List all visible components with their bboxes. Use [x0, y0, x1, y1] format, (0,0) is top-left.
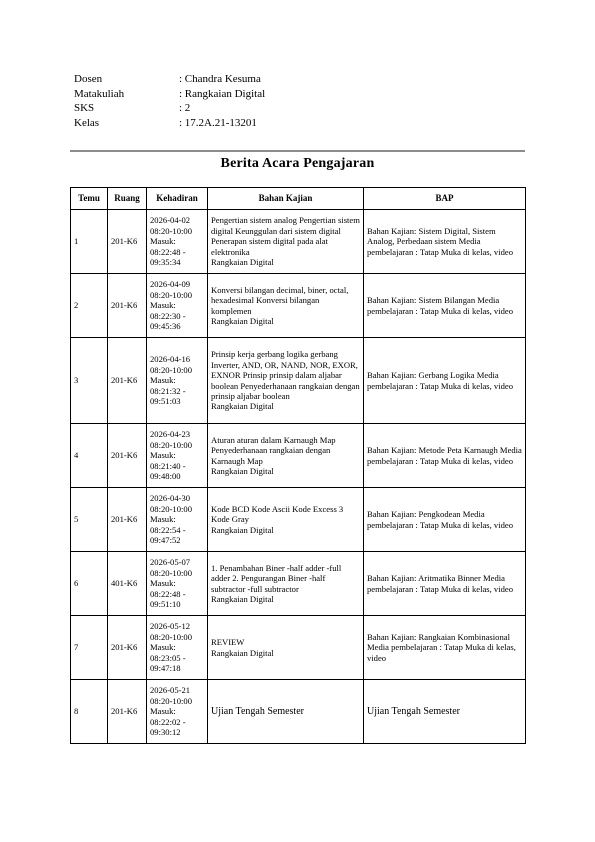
session-time: 08:20-10:00	[150, 289, 193, 300]
masuk-label: Masuk:	[150, 642, 176, 653]
column-header-ruang: Ruang	[108, 188, 147, 210]
ruang-cell: 201-K6	[108, 488, 147, 552]
table-row	[71, 274, 526, 338]
bap-cell: Bahan Kajian: Metode Peta Karnaugh Media pembelajaran : Tatap Muka di kelas, video	[364, 424, 526, 488]
masuk-label: Masuk:	[150, 300, 176, 311]
table-row	[71, 338, 526, 424]
bahan-kajian-course: Rangkaian Digital	[211, 593, 274, 604]
session-date: 2026-04-16	[150, 354, 191, 365]
kehadiran-cell	[147, 210, 208, 274]
ruang-cell: 201-K6	[108, 338, 147, 424]
info-row-matakuliah	[74, 87, 265, 102]
session-date: 2026-05-07	[150, 557, 191, 568]
temu-cell: 1	[71, 210, 108, 274]
ruang-cell: 201-K6	[108, 274, 147, 338]
ruang-cell: 201-K6	[108, 210, 147, 274]
info-row-dosen	[74, 72, 265, 87]
bahan-kajian-text: 1. Penambahan Biner -half adder -full adder 2. Pengurangan Biner -half subtractor -full subtractor	[211, 562, 342, 594]
session-time: 08:20-10:00	[150, 695, 193, 706]
table-row	[71, 616, 526, 680]
bahan-kajian-cell	[208, 680, 364, 744]
masuk-label: Masuk:	[150, 514, 176, 525]
bahan-kajian-cell	[208, 338, 364, 424]
session-date: 2026-04-23	[150, 429, 191, 440]
temu-cell: 5	[71, 488, 108, 552]
ruang-cell: 201-K6	[108, 424, 147, 488]
check-in-time: 08:21:32 - 09:51:03	[150, 385, 186, 407]
bahan-kajian-cell	[208, 274, 364, 338]
masuk-label: Masuk:	[150, 236, 176, 247]
session-time: 08:20-10:00	[150, 503, 193, 514]
temu-cell: 8	[71, 680, 108, 744]
sks-label: SKS	[74, 102, 95, 114]
masuk-label: Masuk:	[150, 706, 176, 717]
bap-cell: Bahan Kajian: Aritmatika Binner Media pembelajaran : Tatap Muka di kelas, video	[364, 552, 526, 616]
bap-cell: Bahan Kajian: Pengkodean Media pembelajaran : Tatap Muka di kelas, video	[364, 488, 526, 552]
matakuliah-label: Matakuliah	[74, 87, 125, 100]
bahan-kajian-cell	[208, 616, 364, 680]
bahan-kajian-cell	[208, 424, 364, 488]
temu-cell: 6	[71, 552, 108, 616]
session-time: 08:20-10:00	[150, 439, 193, 450]
table-row	[71, 488, 526, 552]
kehadiran-cell	[147, 488, 208, 552]
session-date: 2026-05-12	[150, 621, 191, 632]
kelas-label: Kelas	[74, 116, 100, 129]
table-row	[71, 680, 526, 744]
table-header-row	[71, 188, 526, 210]
bahan-kajian-cell	[208, 210, 364, 274]
bahan-kajian-course: Rangkaian Digital	[211, 524, 274, 535]
kehadiran-cell	[147, 552, 208, 616]
session-date: 2026-05-21	[150, 685, 191, 696]
check-in-time: 08:22:48 - 09:51:10	[150, 588, 186, 610]
column-header-bahan-kajian: Bahan Kajian	[208, 188, 364, 210]
kehadiran-cell	[147, 338, 208, 424]
info-row-sks	[74, 101, 265, 116]
check-in-time: 08:23:05 - 09:47:18	[150, 652, 186, 674]
ruang-cell: 401-K6	[108, 552, 147, 616]
bahan-kajian-text: Konversi bilangan decimal, biner, octal, hexadesimal Konversi bilangan komplemen	[211, 284, 349, 316]
session-time: 08:20-10:00	[150, 225, 193, 236]
bahan-kajian-cell	[208, 488, 364, 552]
bap-cell: Bahan Kajian: Gerbang Logika Media pembelajaran : Tatap Muka di kelas, video	[364, 338, 526, 424]
temu-cell: 2	[71, 274, 108, 338]
bahan-kajian-text: Aturan aturan dalam Karnaugh Map Penyederhanaan rangkaian dengan Karnaugh Map	[211, 434, 336, 466]
session-date: 2026-04-02	[150, 215, 191, 226]
kehadiran-cell	[147, 616, 208, 680]
info-row-kelas	[74, 116, 265, 131]
check-in-time: 08:22:48 - 09:35:34	[150, 246, 186, 268]
sks-value: : 2	[179, 102, 191, 114]
masuk-label: Masuk:	[150, 578, 176, 589]
column-header-temu: Temu	[71, 188, 108, 210]
masuk-label: Masuk:	[150, 450, 176, 461]
bap-cell: Ujian Tengah Semester	[364, 680, 526, 744]
column-header-bap: BAP	[364, 188, 526, 210]
kelas-value: : 17.2A.21-13201	[179, 116, 257, 129]
table-row	[71, 424, 526, 488]
table-row	[71, 552, 526, 616]
bahan-kajian-text: Ujian Tengah Semester	[211, 705, 304, 717]
course-info	[74, 72, 265, 130]
temu-cell: 4	[71, 424, 108, 488]
bahan-kajian-cell	[208, 552, 364, 616]
dosen-label: Dosen	[74, 73, 103, 85]
check-in-time: 08:21:40 - 09:48:00	[150, 460, 186, 482]
matakuliah-value: : Rangkaian Digital	[179, 87, 266, 100]
column-header-kehadiran: Kehadiran	[147, 188, 208, 210]
bahan-kajian-course: Rangkaian Digital	[211, 257, 274, 268]
ruang-cell: 201-K6	[108, 616, 147, 680]
session-date: 2026-04-09	[150, 279, 191, 290]
bahan-kajian-text: Pengertian sistem analog Pengertian sistem digital Keunggulan dari sistem digital Penerapan sistem digital pada alat elektronika	[211, 215, 360, 257]
temu-cell: 7	[71, 616, 108, 680]
session-date: 2026-04-30	[150, 493, 191, 504]
bahan-kajian-text: Prinsip kerja gerbang logika gerbang Inverter, AND, OR, NAND, NOR, EXOR, EXNOR Prinsip prinsip dalam aljabar boolean Penyederhanaan rangkaian dengan prinsip aljabar boolean	[211, 349, 360, 401]
check-in-time: 08:22:54 - 09:47:52	[150, 524, 186, 546]
session-time: 08:20-10:00	[150, 631, 193, 642]
bahan-kajian-course: Rangkaian Digital	[211, 315, 274, 326]
session-time: 08:20-10:00	[150, 364, 193, 375]
kehadiran-cell	[147, 680, 208, 744]
bahan-kajian-course: Rangkaian Digital	[211, 465, 274, 476]
temu-cell: 3	[71, 338, 108, 424]
bap-cell: Bahan Kajian: Sistem Digital, Sistem Analog, Perbedaan sistem Media pembelajaran : Tatap Muka di kelas, video	[364, 210, 526, 274]
check-in-time: 08:22:30 - 09:45:36	[150, 310, 186, 332]
table-row	[71, 210, 526, 274]
kehadiran-cell	[147, 274, 208, 338]
attendance-table	[70, 187, 526, 744]
bahan-kajian-course: Rangkaian Digital	[211, 647, 274, 658]
session-time: 08:20-10:00	[150, 567, 193, 578]
dosen-value: : Chandra Kesuma	[179, 73, 261, 85]
kehadiran-cell	[147, 424, 208, 488]
bap-cell: Bahan Kajian: Rangkaian Kombinasional Media pembelajaran : Tatap Muka di kelas, video	[364, 616, 526, 680]
bahan-kajian-text: Kode BCD Kode Ascii Kode Excess 3 Kode Gray	[211, 503, 344, 525]
page-title: Berita Acara Pengajaran	[220, 156, 375, 171]
ruang-cell: 201-K6	[108, 680, 147, 744]
bahan-kajian-text: REVIEW	[211, 637, 245, 648]
check-in-time: 08:22:02 - 09:30:12	[150, 716, 186, 738]
title-divider	[70, 150, 525, 152]
bap-cell: Bahan Kajian: Sistem Bilangan Media pembelajaran : Tatap Muka di kelas, video	[364, 274, 526, 338]
masuk-label: Masuk:	[150, 375, 176, 386]
bahan-kajian-course: Rangkaian Digital	[211, 401, 274, 412]
